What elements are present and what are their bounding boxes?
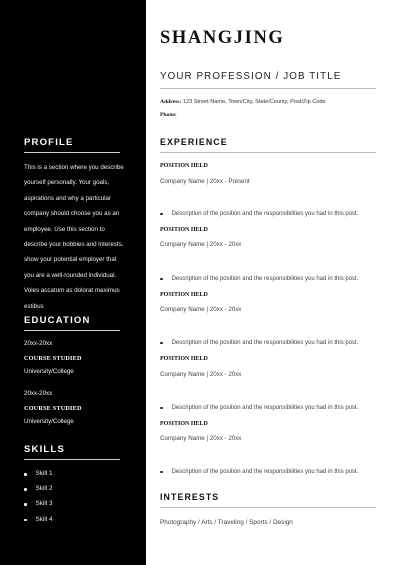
skill-item [24,485,53,500]
address-label: Address: [160,99,182,105]
candidate-name: SHANGJING [160,28,285,48]
bullet-icon [160,471,163,474]
education-entry [24,390,82,426]
education-course: COURSE STUDIED [24,405,82,412]
experience-divider [160,152,376,153]
education-heading: EDUCATION [24,315,91,326]
sidebar [0,0,146,565]
profile-divider [24,152,120,153]
education-school: University/College [24,418,74,425]
description-text: Description of the position and the responsibilities you had in this post. [171,469,359,475]
profile-heading: PROFILE [24,137,74,148]
education-divider [24,330,120,331]
position-held: POSITION HELD [160,421,208,427]
bullet-icon [160,342,163,345]
skill-item [24,470,53,485]
skill-label: Skill 4 [35,515,53,523]
bullet-icon [24,473,27,476]
description-text: Description of the position and the responsibilities you had in this post. [171,211,359,217]
skill-item [24,516,53,531]
skills-heading: SKILLS [24,444,65,455]
experience-heading: EXPERIENCE [160,137,228,147]
interests-divider [160,507,376,508]
bullet-icon [160,213,163,216]
company-line: Company Name | 20xx - 20xx [160,241,242,248]
skill-label: Skill 3 [35,500,53,508]
education-school: University/College [24,368,74,375]
bullet-icon [160,407,163,410]
address-value: 123 Street Name, Town/City, State/County, Post/Zip Code [181,99,326,105]
education-date: 20xx-20xx [24,340,53,347]
education-entry [24,340,82,376]
job-title: YOUR PROFESSION / JOB TITLE [160,71,342,82]
position-held: POSITION HELD [160,227,208,233]
bullet-icon [160,278,163,281]
position-description [160,276,358,282]
bullet-icon [24,519,27,522]
skills-divider [24,459,120,460]
position-description [160,211,358,217]
bullet-icon [24,488,27,491]
skills-list [24,470,53,531]
description-text: Description of the position and the responsibilities you had in this post. [171,340,359,346]
main-content [146,0,400,565]
skill-item [24,500,53,515]
interests-list: Photography / Arts / Traveling / Sports / Design [160,519,293,526]
position-description [160,469,358,475]
contact-phone [160,112,177,118]
bullet-icon [24,503,27,506]
profile-text: This is a section where you describe yourself personally. Your goals, aspirations and why a particular company should choose you as an employee. Use this section to describe your hobbies and interests, show your potential employer that you are a well-rounded individual. Voles accatum as dolorat maximus estibus [24,164,124,310]
description-text: Description of the position and the responsibilities you had in this post. [171,405,359,411]
position-description [160,405,358,411]
position-description [160,340,358,346]
company-line: Company Name | 20xx - Present [160,178,250,185]
company-line: Company Name | 20xx - 20xx [160,371,242,378]
education-course: COURSE STUDIED [24,355,82,362]
company-line: Company Name | 20xx - 20xx [160,306,242,313]
phone-label: Phone: [160,112,177,118]
skill-label: Skill 2 [35,485,53,493]
education-date: 20xx-20xx [24,390,53,397]
contact-address [160,99,326,105]
company-line: Company Name | 20xx - 20xx [160,435,242,442]
position-held: POSITION HELD [160,163,208,169]
title-divider [160,88,376,89]
description-text: Description of the position and the responsibilities you had in this post. [171,276,359,282]
skill-label: Skill 1 [35,470,53,477]
position-held: POSITION HELD [160,356,208,362]
interests-heading: INTERESTS [160,492,220,502]
position-held: POSITION HELD [160,292,208,298]
